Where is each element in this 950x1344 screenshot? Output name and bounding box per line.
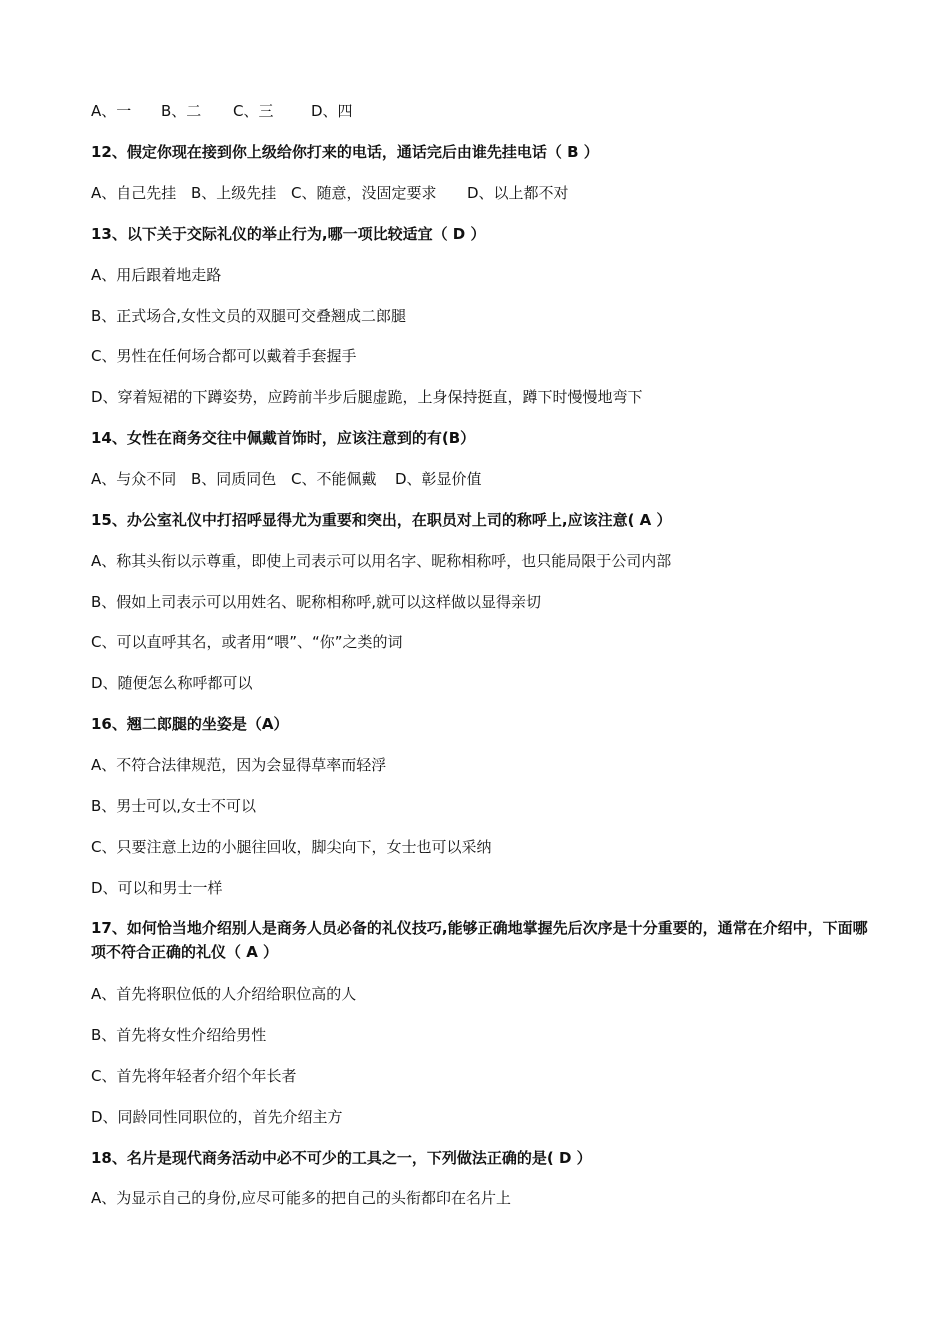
- q17-option-c: C、首先将年轻者介绍个年长者: [91, 1067, 297, 1085]
- question-12: 12、假定你现在接到你上级给你打来的电话，通话完后由谁先挂电话（ B ）: [91, 143, 599, 161]
- q16-option-d: D、可以和男士一样: [91, 879, 223, 897]
- q18-option-a: A、为显示自己的身份,应尽可能多的把自己的头衔都印在名片上: [91, 1189, 512, 1207]
- q13-option-a: A、用后跟着地走路: [91, 266, 222, 284]
- option-c: C、随意，没固定要求: [291, 184, 437, 202]
- q15-option-a: A、称其头衔以示尊重，即使上司表示可以用名字、昵称相称呼，也只能局限于公司内部: [91, 552, 672, 570]
- q16-option-c: C、只要注意上边的小腿往回收，脚尖向下，女士也可以采纳: [91, 838, 492, 856]
- question-15: 15、办公室礼仪中打招呼显得尤为重要和突出，在职员对上司的称呼上,应该注意( A ）: [91, 511, 672, 529]
- option-d: D、以上都不对: [467, 184, 569, 202]
- option-d: D、彰显价值: [395, 470, 482, 488]
- question-14: 14、女性在商务交往中佩戴首饰时，应该注意到的有(B）: [91, 429, 476, 447]
- q16-option-a: A、不符合法律规范，因为会显得草率而轻浮: [91, 756, 387, 774]
- q15-option-d: D、随便怎么称呼都可以: [91, 674, 253, 692]
- option-c: C、三: [233, 102, 274, 120]
- q12-options: [91, 181, 871, 205]
- q17-option-d: D、同龄同性同职位的，首先介绍主方: [91, 1108, 343, 1126]
- option-b: B、同质同色: [191, 470, 277, 488]
- option-d: D、四: [311, 102, 353, 120]
- option-c: C、不能佩戴: [291, 470, 377, 488]
- option-b: B、上级先挂: [191, 184, 277, 202]
- q15-option-c: C、可以直呼其名，或者用“喂”、“你”之类的词: [91, 633, 403, 651]
- q15-option-b: B、假如上司表示可以用姓名、昵称相称呼,就可以这样做以显得亲切: [91, 593, 542, 611]
- question-17: 17、如何恰当地介绍别人是商务人员必备的礼仪技巧,能够正确地掌握先后次序是十分重要的，通常在介绍中，下面哪项不符合正确的礼仪（ A ）: [91, 919, 868, 961]
- question-18: 18、名片是现代商务活动中必不可少的工具之一，下列做法正确的是( D ）: [91, 1149, 592, 1167]
- q16-option-b: B、男士可以,女士不可以: [91, 797, 257, 815]
- q17-option-b: B、首先将女性介绍给男性: [91, 1026, 267, 1044]
- q17-option-a: A、首先将职位低的人介绍给职位高的人: [91, 985, 357, 1003]
- option-b: B、二: [161, 102, 202, 120]
- q14-options: [91, 467, 871, 491]
- question-13: 13、以下关于交际礼仪的举止行为,哪一项比较适宜（ D ）: [91, 225, 486, 243]
- option-a: A、自己先挂: [91, 184, 177, 202]
- q11-options: [91, 99, 871, 123]
- option-a: A、一: [91, 102, 132, 120]
- q13-option-c: C、男性在任何场合都可以戴着手套握手: [91, 347, 357, 365]
- question-16: 16、翘二郎腿的坐姿是（A）: [91, 715, 289, 733]
- q13-option-d: D、穿着短裙的下蹲姿势，应跨前半步后腿虚跪，上身保持挺直，蹲下时慢慢地弯下: [91, 388, 643, 406]
- q13-option-b: B、正式场合,女性文员的双腿可交叠翘成二郎腿: [91, 307, 407, 325]
- option-a: A、与众不同: [91, 470, 177, 488]
